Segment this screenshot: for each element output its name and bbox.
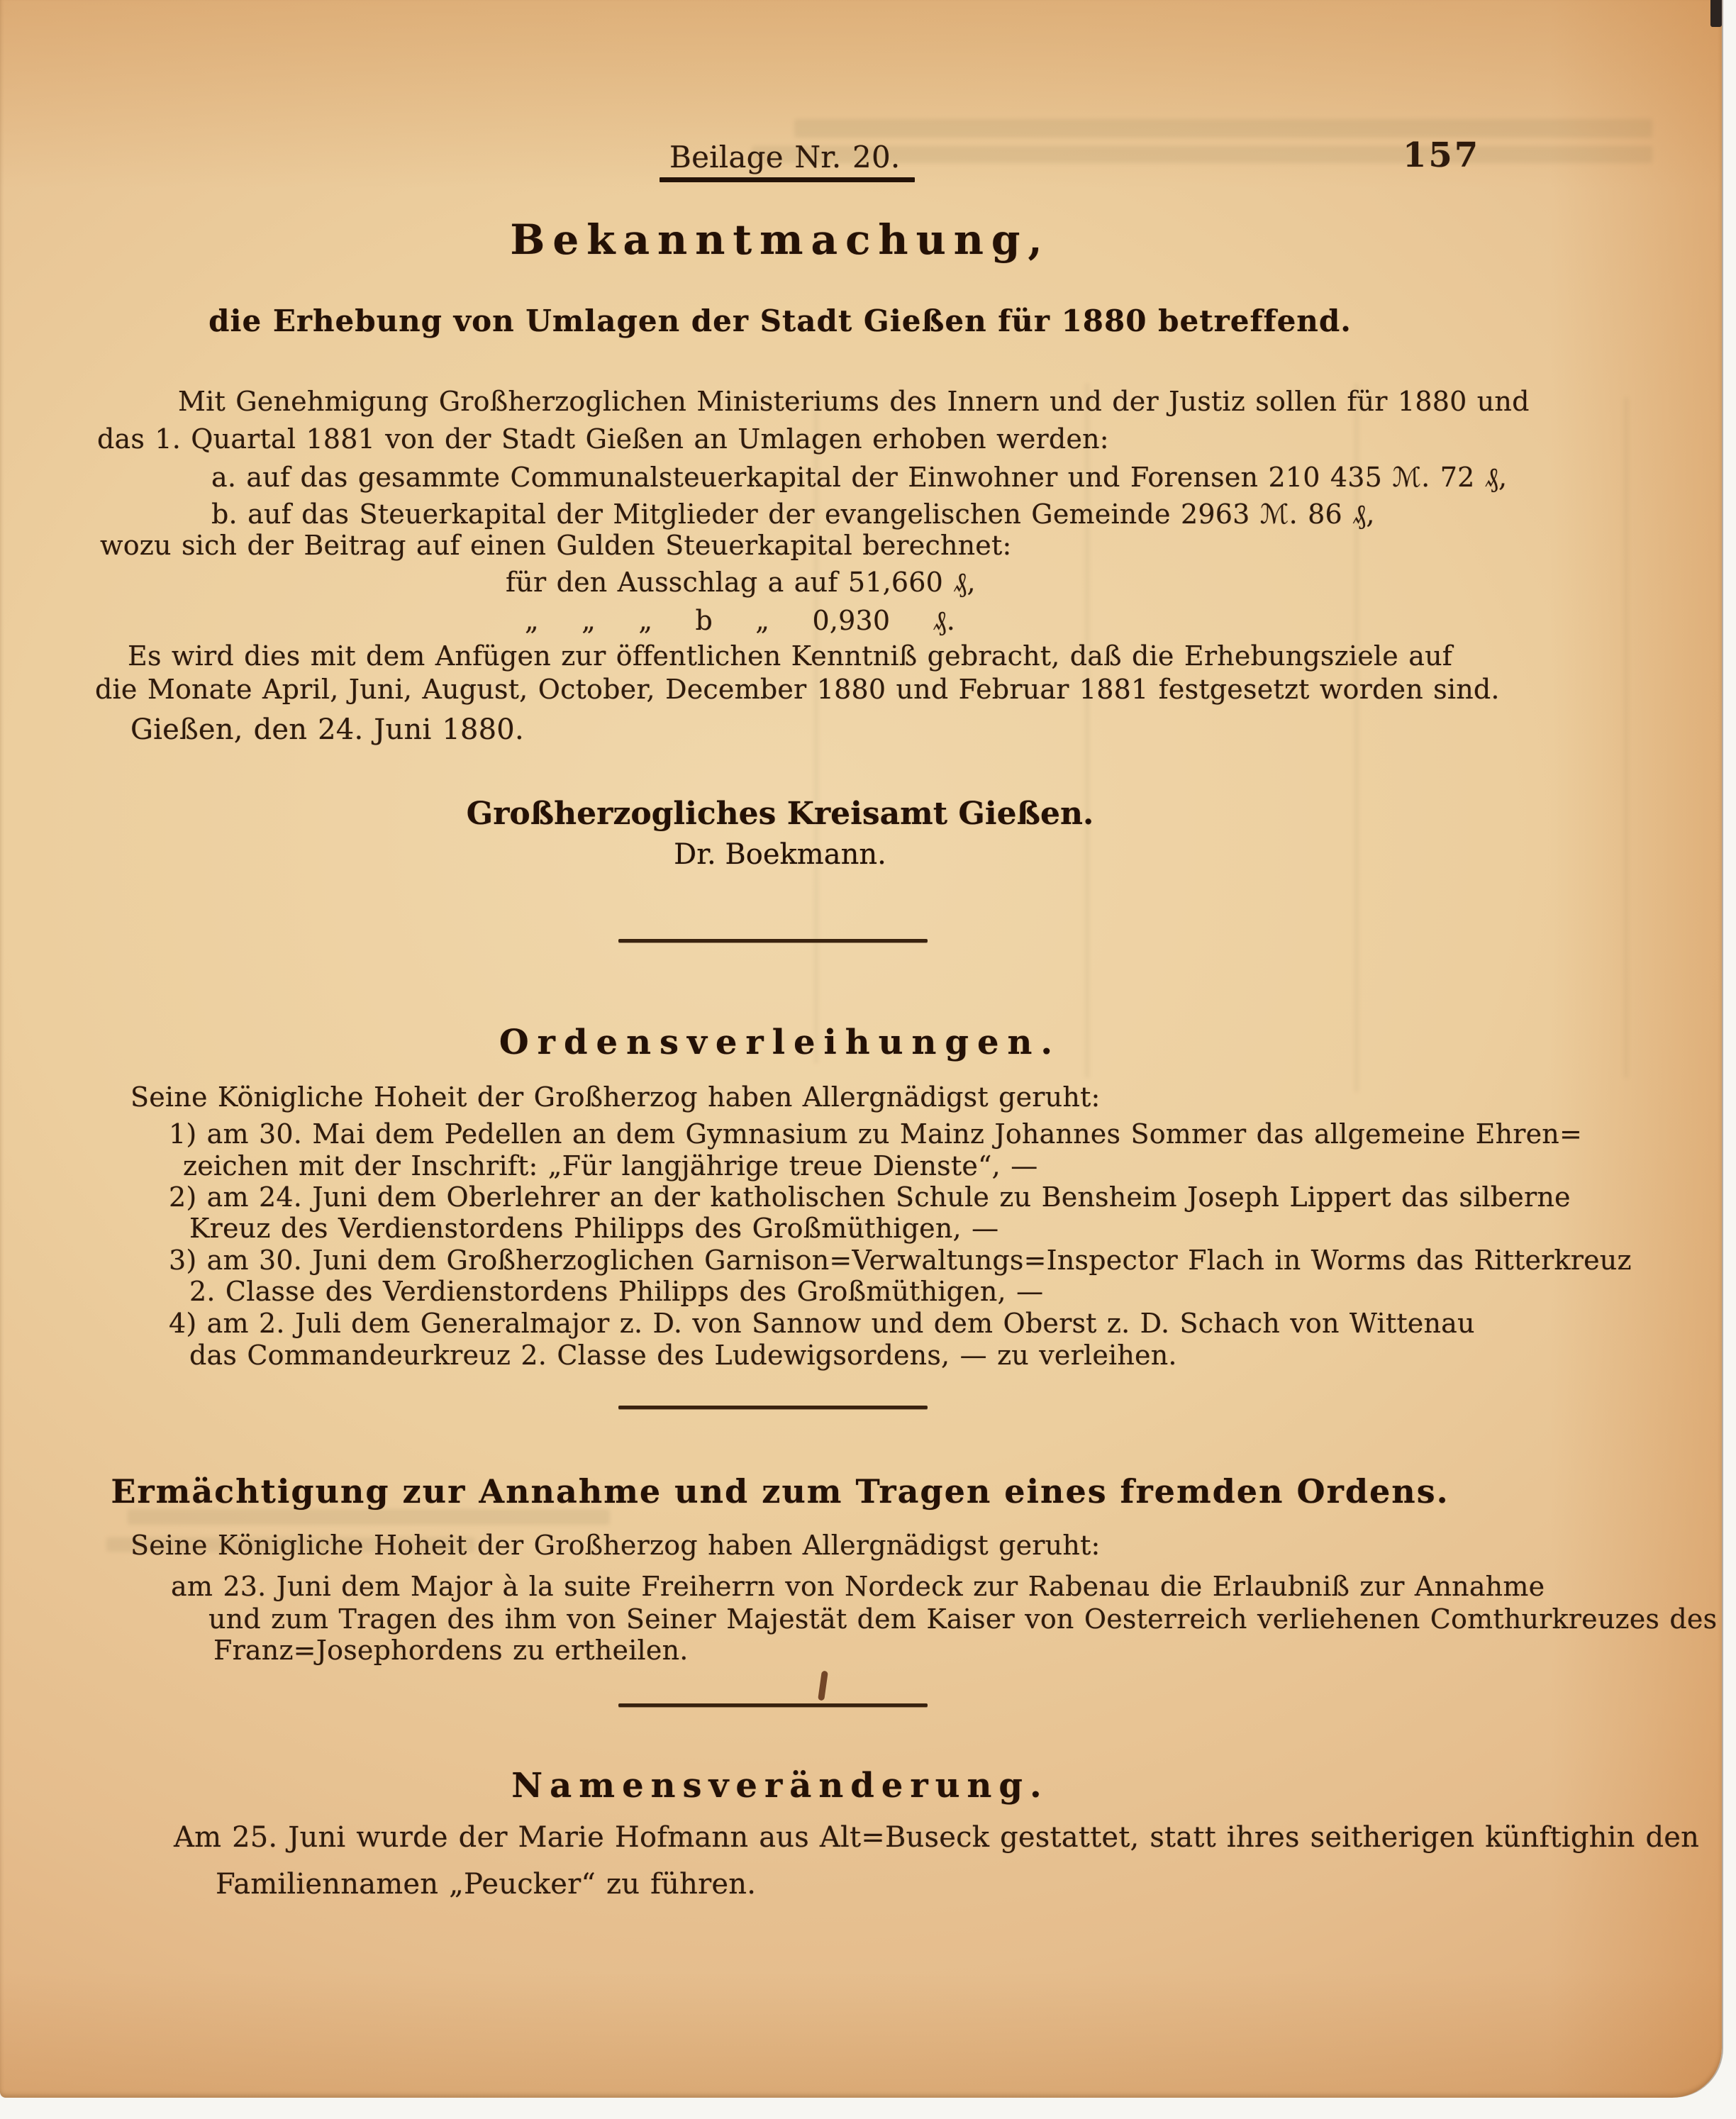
authorization-line-1: am 23. Juni dem Major à la suite Freiherrn von Nordeck zur Rabenau die Erlaubniß zur Annahme — [171, 1571, 1545, 1602]
order-item-4-line-1: 4) am 2. Juli dem Generalmajor z. D. von Sannow und dem Oberst z. D. Schach von Wittenau — [169, 1308, 1475, 1339]
bleed-through-text — [794, 119, 1652, 138]
order-item-2-line-2: Kreuz des Verdienstordens Philipps des Großmüthigen, — — [189, 1213, 999, 1244]
levy-item-b: b. auf das Steuerkapital der Mitglieder der evangelischen Gemeinde 2963 ℳ. 86 ₰, — [211, 499, 1375, 530]
rate-line-a: für den Ausschlag a auf 51,660 ₰, — [506, 567, 976, 598]
name-change-line-1: Am 25. Juni wurde der Marie Hofmann aus Alt=Buseck gestattet, statt ihres seitherigen künftighin den — [174, 1821, 1700, 1854]
announcement-subtitle: die Erhebung von Umlagen der Stadt Gießen für 1880 betreffend. — [208, 304, 1352, 338]
order-item-4-line-2: das Commandeurkreuz 2. Classe des Ludewigsordens, — zu verleihen. — [189, 1340, 1177, 1371]
ink-blemish — [818, 1671, 828, 1701]
section-divider — [618, 1703, 928, 1707]
intro-line-2: das 1. Quartal 1881 von der Stadt Gießen an Umlagen erhoben werden: — [97, 423, 1109, 455]
announcement-title: Bekanntmachung, — [510, 216, 1050, 264]
dateline: Gießen, den 24. Juni 1880. — [130, 713, 524, 746]
name-change-heading: Namensveränderung. — [511, 1766, 1049, 1806]
page-number: 157 — [1403, 135, 1481, 175]
wozu-line: wozu sich der Beitrag auf einen Gulden Steuerkapital berechnet: — [100, 530, 1012, 561]
signature-name: Dr. Boekmann. — [674, 838, 886, 871]
bleed-through-rule — [814, 397, 818, 1064]
section-divider — [618, 939, 928, 942]
order-item-3-line-1: 3) am 30. Juni dem Großherzoglichen Garnison=Verwaltungs=Inspector Flach in Worms das Ritterkreuz — [169, 1245, 1632, 1276]
scan-edge-mark — [1710, 0, 1722, 27]
bleed-through-text — [128, 1509, 610, 1525]
notice-line-1: Es wird dies mit dem Anfügen zur öffentlichen Kenntniß gebracht, daß die Erhebungsziele auf — [128, 640, 1453, 672]
section-divider — [618, 1406, 928, 1409]
authorization-intro: Seine Königliche Hoheit der Großherzog haben Allergnädigst geruht: — [130, 1530, 1101, 1561]
orders-intro: Seine Königliche Hoheit der Großherzog haben Allergnädigst geruht: — [130, 1081, 1101, 1113]
authorization-heading: Ermächtigung zur Annahme und zum Tragen eines fremden Ordens. — [111, 1472, 1450, 1511]
order-item-1-line-2: zeichen mit der Inschrift: „Für langjährige treue Dienste“, — — [183, 1150, 1038, 1181]
issue-label-underline — [660, 177, 915, 182]
issue-label: Beilage Nr. 20. — [669, 140, 901, 174]
levy-item-a: a. auf das gesammte Communalsteuerkapital der Einwohner und Forensen 210 435 ℳ. 72 ₰, — [211, 462, 1508, 493]
order-item-3-line-2: 2. Classe des Verdienstordens Philipps des Großmüthigen, — — [189, 1276, 1044, 1307]
order-item-2-line-1: 2) am 24. Juni dem Oberlehrer an der katholischen Schule zu Bensheim Joseph Lippert das silberne — [169, 1181, 1571, 1213]
bleed-through-rule — [1624, 397, 1628, 1078]
authority-name: Großherzogliches Kreisamt Gießen. — [466, 796, 1094, 832]
order-item-1-line-1: 1) am 30. Mai dem Pedellen an dem Gymnasium zu Mainz Johannes Sommer das allgemeine Ehren= — [169, 1118, 1583, 1150]
intro-line-1: Mit Genehmigung Großherzoglichen Ministeriums des Innern und der Justiz sollen für 1880 und — [178, 386, 1530, 417]
orders-heading: Ordensverleihungen. — [499, 1023, 1062, 1062]
authorization-line-3: Franz=Josephordens zu ertheilen. — [213, 1635, 689, 1666]
notice-line-2: die Monate April, Juni, August, October, December 1880 und Februar 1881 festgesetzt worden sind. — [95, 674, 1500, 705]
rate-line-b: „ „ „ b „ 0,930 ₰. — [525, 605, 956, 636]
name-change-line-2: Familiennamen „Peucker“ zu führen. — [216, 1868, 757, 1901]
authorization-line-2: und zum Tragen des ihm von Seiner Majestät dem Kaiser von Oesterreich verliehenen Comthurkreuzes des — [208, 1603, 1718, 1635]
